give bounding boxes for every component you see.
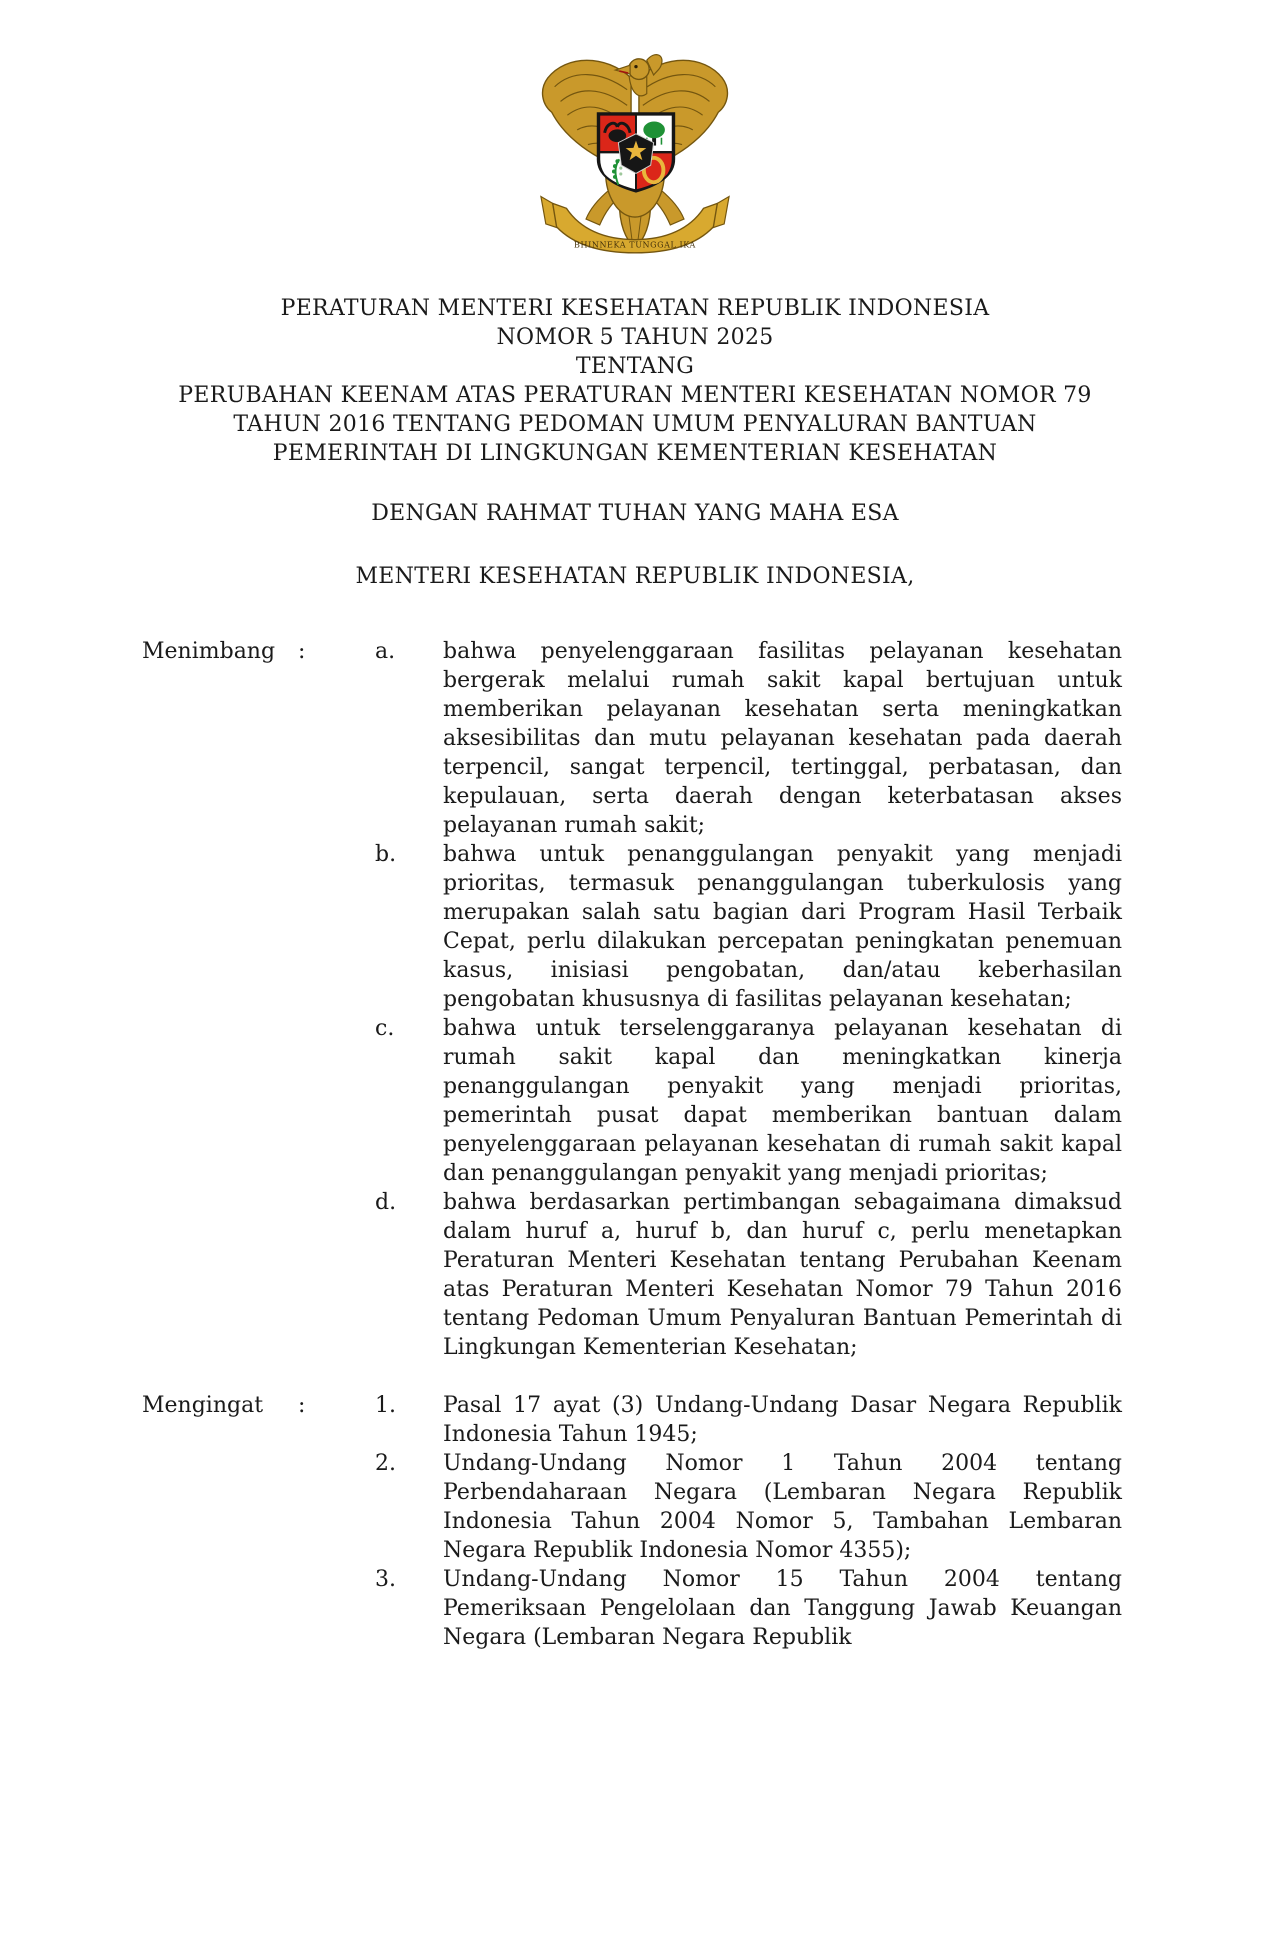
title-line-6: PEMERINTAH DI LINGKUNGAN KEMENTERIAN KESEHATAN — [272, 441, 998, 466]
motto-text: BHINNEKA TUNGGAL IKA — [574, 240, 696, 250]
list-item — [375, 1391, 1122, 1449]
item-marker: 1. — [375, 1393, 396, 1418]
item-text: bahwa untuk penanggulangan penyakit yang menjadi prioritas, termasuk penanggulangan tuberkulosis yang merupakan salah satu bagian dari Program Hasil Terbaik Cepat, perlu dilakukan percepatan peningkatan penemuan kasus, inisiasi pengobatan, dan/atau keberhasilan pengobatan khususnya di fasilitas pelayanan kesehatan; — [443, 842, 1122, 1012]
title-line-5: TAHUN 2016 TENTANG PEDOMAN UMUM PENYALURAN BANTUAN — [233, 412, 1037, 437]
list-item — [375, 1188, 1122, 1362]
list-item — [375, 637, 1122, 840]
item-text: Undang-Undang Nomor 15 Tahun 2004 tentang Pemeriksaan Pengelolaan dan Tanggung Jawab Keuangan Negara (Lembaran Negara Republik — [443, 1567, 1122, 1650]
list-item — [375, 1014, 1122, 1188]
garuda-pancasila-emblem — [537, 42, 733, 254]
menimbang-items — [375, 637, 1122, 1362]
section-label: Menimbang — [142, 639, 276, 664]
list-item — [375, 840, 1122, 1014]
item-text: bahwa penyelenggaraan fasilitas pelayanan kesehatan bergerak melalui rumah sakit kapal bertujuan untuk memberikan pelayanan kesehatan serta meningkatkan aksesibilitas dan mutu pelayanan kesehatan pada daerah terpencil, sangat terpencil, tertinggal, perbatasan, dan kepulauan, serta daerah dengan keterbatasan akses pelayanan rumah sakit; — [443, 639, 1122, 838]
garuda-pancasila-svg — [537, 42, 733, 254]
list-item — [375, 1449, 1122, 1565]
item-marker: b. — [375, 842, 397, 867]
item-text: Pasal 17 ayat (3) Undang-Undang Dasar Negara Republik Indonesia Tahun 1945; — [443, 1393, 1122, 1447]
authority-line: MENTERI KESEHATAN REPUBLIK INDONESIA, — [355, 564, 915, 589]
item-marker: a. — [375, 639, 396, 664]
invocation-line: DENGAN RAHMAT TUHAN YANG MAHA ESA — [371, 501, 899, 526]
item-marker: c. — [375, 1016, 395, 1041]
section-colon: : — [298, 1393, 306, 1418]
section-mengingat — [142, 1391, 1122, 1652]
item-text: bahwa untuk terselenggaranya pelayanan kesehatan di rumah sakit kapal dan meningkatkan kinerja penanggulangan penyakit yang menjadi prioritas, pemerintah pusat dapat memberikan bantuan dalam penyelenggaraan pelayanan kesehatan di rumah sakit kapal dan penanggulangan penyakit yang menjadi prioritas; — [443, 1016, 1122, 1186]
title-line-4: PERUBAHAN KEENAM ATAS PERATURAN MENTERI KESEHATAN NOMOR 79 — [178, 383, 1092, 408]
item-text: Undang-Undang Nomor 1 Tahun 2004 tentang Perbendaharaan Negara (Lembaran Negara Republik Indonesia Tahun 2004 Nomor 5, Tambahan Lembaran Negara Republik Indonesia Nomor 4355); — [443, 1451, 1122, 1563]
item-text: bahwa berdasarkan pertimbangan sebagaimana dimaksud dalam huruf a, huruf b, dan huruf c, perlu menetapkan Peraturan Menteri Kesehatan tentang Perubahan Keenam atas Peraturan Menteri Kesehatan Nomor 79 Tahun 2016 tentang Pedoman Umum Penyaluran Bantuan Pemerintah di Lingkungan Kementerian Kesehatan; — [443, 1190, 1122, 1360]
item-marker: d. — [375, 1190, 397, 1215]
item-marker: 2. — [375, 1451, 396, 1476]
preambulatory-sections — [142, 637, 1122, 1652]
item-marker: 3. — [375, 1567, 396, 1592]
document-title-block — [0, 294, 1270, 468]
section-label: Mengingat — [142, 1393, 264, 1418]
mengingat-items — [375, 1391, 1122, 1652]
title-line-1: PERATURAN MENTERI KESEHATAN REPUBLIK INDONESIA — [280, 296, 990, 321]
section-menimbang — [142, 637, 1122, 1362]
section-colon: : — [298, 639, 306, 664]
title-line-2: NOMOR 5 TAHUN 2025 — [496, 325, 774, 350]
list-item — [375, 1565, 1122, 1652]
title-line-3: TENTANG — [575, 354, 695, 379]
